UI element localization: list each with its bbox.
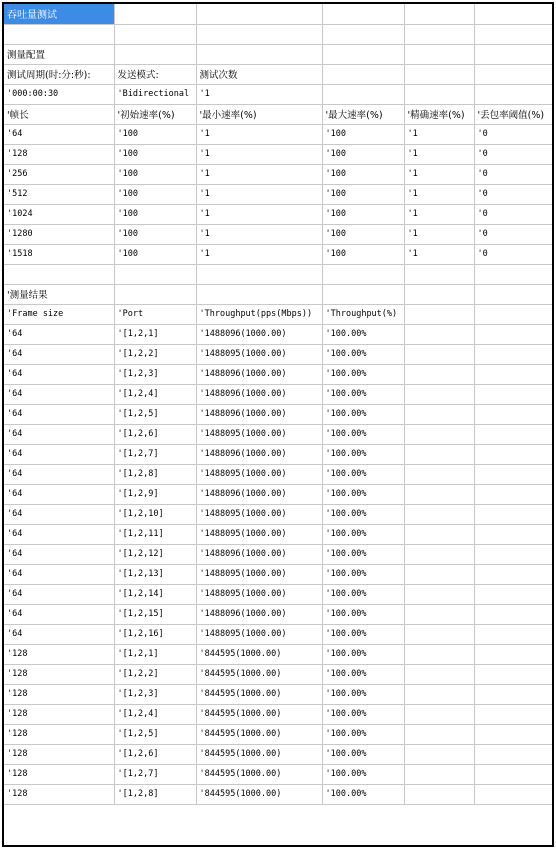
throughput-percent-cell[interactable]: '100.00% [322, 584, 404, 604]
frame-cell[interactable]: '1 [404, 244, 474, 264]
result-row [4, 664, 554, 684]
empty-cell[interactable] [114, 24, 196, 44]
empty-cell[interactable] [474, 564, 554, 584]
empty-cell[interactable] [474, 504, 554, 524]
throughput-pps-cell[interactable]: '1488095(1000.00) [196, 624, 322, 644]
throughput-pps-cell[interactable]: '844595(1000.00) [196, 704, 322, 724]
empty-cell[interactable] [474, 84, 554, 104]
frame-size-cell[interactable]: '128 [4, 744, 114, 764]
empty-cell[interactable] [114, 284, 196, 304]
frame-header-cell[interactable]: '初始速率(%) [114, 104, 196, 124]
result-row [4, 344, 554, 364]
empty-cell[interactable] [474, 464, 554, 484]
empty-cell[interactable] [404, 424, 474, 444]
port-cell[interactable]: '[1,2,1] [114, 324, 196, 344]
empty-cell[interactable] [322, 64, 404, 84]
result-row [4, 704, 554, 724]
empty-cell[interactable] [474, 424, 554, 444]
throughput-percent-cell[interactable]: '100.00% [322, 704, 404, 724]
config-value-cell[interactable]: '000:00:30 [4, 84, 114, 104]
empty-cell[interactable] [404, 784, 474, 804]
result-row [4, 564, 554, 584]
throughput-percent-cell[interactable]: '100.00% [322, 724, 404, 744]
sheet-row [4, 64, 554, 84]
frame-cell[interactable]: '1 [196, 204, 322, 224]
config-value-cell[interactable]: '1 [196, 84, 322, 104]
frame-cell[interactable]: '1 [404, 144, 474, 164]
empty-cell[interactable] [404, 724, 474, 744]
empty-cell[interactable] [404, 444, 474, 464]
sheet-row [4, 284, 554, 304]
frame-size-cell[interactable]: '64 [4, 444, 114, 464]
empty-cell[interactable] [404, 324, 474, 344]
empty-cell[interactable] [404, 24, 474, 44]
result-row [4, 444, 554, 464]
empty-cell[interactable] [474, 704, 554, 724]
throughput-percent-cell[interactable]: '100.00% [322, 484, 404, 504]
throughput-pps-cell[interactable]: '1488095(1000.00) [196, 524, 322, 544]
frame-cell[interactable]: '1518 [4, 244, 114, 264]
empty-cell[interactable] [474, 584, 554, 604]
empty-cell[interactable] [404, 504, 474, 524]
frame-cell[interactable]: '1024 [4, 204, 114, 224]
throughput-pps-cell[interactable]: '1488096(1000.00) [196, 444, 322, 464]
frame-cell[interactable]: '1 [196, 164, 322, 184]
empty-cell[interactable] [404, 484, 474, 504]
frame-size-cell[interactable]: '128 [4, 664, 114, 684]
throughput-pps-cell[interactable]: '1488096(1000.00) [196, 544, 322, 564]
sheet-row [4, 104, 554, 124]
empty-cell[interactable] [404, 364, 474, 384]
spreadsheet-view[interactable] [2, 2, 554, 847]
frame-size-cell[interactable]: '64 [4, 424, 114, 444]
config-header-cell[interactable]: 测试周期(时:分:秒): [4, 64, 114, 84]
frame-cell[interactable]: '512 [4, 184, 114, 204]
throughput-percent-cell[interactable]: '100.00% [322, 744, 404, 764]
sheet-row [4, 264, 554, 284]
empty-cell[interactable] [474, 684, 554, 704]
port-cell[interactable]: '[1,2,2] [114, 344, 196, 364]
port-cell[interactable]: '[1,2,4] [114, 384, 196, 404]
frame-size-cell[interactable]: '128 [4, 704, 114, 724]
empty-cell[interactable] [474, 344, 554, 364]
throughput-pps-cell[interactable]: '1488095(1000.00) [196, 464, 322, 484]
throughput-pps-cell[interactable]: '1488096(1000.00) [196, 324, 322, 344]
frame-size-cell[interactable]: '64 [4, 564, 114, 584]
empty-cell[interactable] [474, 724, 554, 744]
throughput-pps-cell[interactable]: '844595(1000.00) [196, 644, 322, 664]
port-cell[interactable]: '[1,2,14] [114, 584, 196, 604]
empty-cell[interactable] [474, 604, 554, 624]
frame-size-cell[interactable]: '64 [4, 464, 114, 484]
throughput-pps-cell[interactable]: '844595(1000.00) [196, 784, 322, 804]
frame-header-cell[interactable]: '丢包率阈值(%) [474, 104, 554, 124]
empty-cell[interactable] [404, 4, 474, 24]
throughput-pps-cell[interactable]: '844595(1000.00) [196, 664, 322, 684]
empty-cell[interactable] [322, 44, 404, 64]
empty-cell[interactable] [322, 24, 404, 44]
result-row [4, 644, 554, 664]
result-row [4, 604, 554, 624]
throughput-percent-cell[interactable]: '100.00% [322, 564, 404, 584]
throughput-percent-cell[interactable]: '100.00% [322, 544, 404, 564]
throughput-pps-cell[interactable]: '1488095(1000.00) [196, 344, 322, 364]
frame-header-cell[interactable]: '精确速率(%) [404, 104, 474, 124]
empty-cell[interactable] [404, 64, 474, 84]
throughput-percent-cell[interactable]: '100.00% [322, 524, 404, 544]
result-row [4, 424, 554, 444]
throughput-percent-cell[interactable]: '100.00% [322, 464, 404, 484]
frame-cell[interactable]: '0 [474, 204, 554, 224]
result-row [4, 364, 554, 384]
port-cell[interactable]: '[1,2,11] [114, 524, 196, 544]
result-row [4, 524, 554, 544]
throughput-pps-cell[interactable]: '844595(1000.00) [196, 744, 322, 764]
sheet-row [4, 44, 554, 64]
empty-cell[interactable] [404, 524, 474, 544]
throughput-percent-cell[interactable]: '100.00% [322, 664, 404, 684]
frame-size-cell[interactable]: '64 [4, 344, 114, 364]
throughput-percent-cell[interactable]: '100.00% [322, 624, 404, 644]
empty-cell[interactable] [474, 364, 554, 384]
cell-grid [4, 4, 554, 805]
frame-size-cell[interactable]: '128 [4, 784, 114, 804]
result-row [4, 784, 554, 804]
port-cell[interactable]: '[1,2,15] [114, 604, 196, 624]
empty-cell[interactable] [322, 284, 404, 304]
throughput-percent-cell[interactable]: '100.00% [322, 784, 404, 804]
empty-cell[interactable] [474, 284, 554, 304]
empty-cell[interactable] [404, 384, 474, 404]
sheet-row [4, 304, 554, 324]
empty-cell[interactable] [474, 664, 554, 684]
frame-cell[interactable]: '0 [474, 224, 554, 244]
frame-cell[interactable]: '100 [114, 244, 196, 264]
empty-cell[interactable] [404, 584, 474, 604]
port-cell[interactable]: '[1,2,8] [114, 784, 196, 804]
result-row [4, 484, 554, 504]
empty-cell[interactable] [474, 744, 554, 764]
empty-cell[interactable] [322, 4, 404, 24]
frame-cell[interactable]: '64 [4, 124, 114, 144]
config-value-cell[interactable]: 'Bidirectional [114, 84, 196, 104]
frame-cell[interactable]: '1280 [4, 224, 114, 244]
result-row [4, 744, 554, 764]
empty-cell[interactable] [114, 264, 196, 284]
result-row [4, 384, 554, 404]
throughput-pps-cell[interactable]: '1488095(1000.00) [196, 504, 322, 524]
empty-cell[interactable] [404, 744, 474, 764]
frame-size-cell[interactable]: '64 [4, 584, 114, 604]
empty-cell[interactable] [114, 4, 196, 24]
port-cell[interactable]: '[1,2,10] [114, 504, 196, 524]
empty-cell[interactable] [196, 264, 322, 284]
frame-cell[interactable]: '100 [114, 124, 196, 144]
port-cell[interactable]: '[1,2,6] [114, 744, 196, 764]
throughput-pps-cell[interactable]: '1488095(1000.00) [196, 424, 322, 444]
throughput-percent-cell[interactable]: '100.00% [322, 604, 404, 624]
result-row [4, 724, 554, 744]
frame-size-cell[interactable]: '64 [4, 504, 114, 524]
results-header-cell[interactable]: 'Throughput(pps(Mbps)) [196, 304, 322, 324]
empty-cell[interactable] [474, 624, 554, 644]
port-cell[interactable]: '[1,2,4] [114, 704, 196, 724]
throughput-percent-cell[interactable]: '100.00% [322, 684, 404, 704]
frame-size-cell[interactable]: '128 [4, 724, 114, 744]
empty-cell[interactable] [404, 264, 474, 284]
port-cell[interactable]: '[1,2,8] [114, 464, 196, 484]
frame-size-cell[interactable]: '64 [4, 364, 114, 384]
empty-cell[interactable] [474, 4, 554, 24]
frame-config-row [4, 224, 554, 244]
frame-cell[interactable]: '1 [196, 244, 322, 264]
frame-config-row [4, 244, 554, 264]
throughput-pps-cell[interactable]: '844595(1000.00) [196, 764, 322, 784]
result-row [4, 764, 554, 784]
empty-cell[interactable] [404, 704, 474, 724]
empty-cell[interactable] [474, 324, 554, 344]
results-header-cell[interactable]: 'Port [114, 304, 196, 324]
frame-size-cell[interactable]: '64 [4, 624, 114, 644]
throughput-percent-cell[interactable]: '100.00% [322, 424, 404, 444]
frame-cell[interactable]: '0 [474, 164, 554, 184]
port-cell[interactable]: '[1,2,13] [114, 564, 196, 584]
results-header-cell[interactable]: 'Frame size [4, 304, 114, 324]
sheet-row [4, 4, 554, 24]
empty-cell[interactable] [114, 44, 196, 64]
frame-cell[interactable]: '100 [322, 224, 404, 244]
empty-cell[interactable] [474, 264, 554, 284]
frame-cell[interactable]: '1 [404, 124, 474, 144]
result-row [4, 584, 554, 604]
throughput-percent-cell[interactable]: '100.00% [322, 384, 404, 404]
empty-cell[interactable] [404, 544, 474, 564]
frame-size-cell[interactable]: '64 [4, 604, 114, 624]
port-cell[interactable]: '[1,2,1] [114, 644, 196, 664]
throughput-pps-cell[interactable]: '1488095(1000.00) [196, 584, 322, 604]
frame-config-row [4, 124, 554, 144]
empty-cell[interactable] [404, 624, 474, 644]
empty-cell[interactable] [474, 404, 554, 424]
empty-cell[interactable] [404, 284, 474, 304]
empty-cell[interactable] [474, 444, 554, 464]
frame-cell[interactable]: '100 [322, 164, 404, 184]
frame-cell[interactable]: '100 [322, 204, 404, 224]
empty-cell[interactable] [404, 464, 474, 484]
empty-cell[interactable] [474, 44, 554, 64]
port-cell[interactable]: '[1,2,7] [114, 444, 196, 464]
port-cell[interactable]: '[1,2,12] [114, 544, 196, 564]
port-cell[interactable]: '[1,2,5] [114, 724, 196, 744]
frame-cell[interactable]: '0 [474, 124, 554, 144]
frame-header-cell[interactable]: '帧长 [4, 104, 114, 124]
empty-cell[interactable] [404, 304, 474, 324]
frame-size-cell[interactable]: '64 [4, 484, 114, 504]
empty-cell[interactable] [4, 264, 114, 284]
frame-header-cell[interactable]: '最大速率(%) [322, 104, 404, 124]
frame-cell[interactable]: '1 [404, 164, 474, 184]
throughput-pps-cell[interactable]: '844595(1000.00) [196, 684, 322, 704]
frame-size-cell[interactable]: '128 [4, 764, 114, 784]
frame-cell[interactable]: '100 [322, 124, 404, 144]
result-row [4, 544, 554, 564]
empty-cell[interactable] [196, 24, 322, 44]
config-header-cell[interactable]: 发送模式: [114, 64, 196, 84]
frame-cell[interactable]: '100 [322, 184, 404, 204]
title-cell[interactable]: 吞吐量测试 [4, 4, 114, 24]
frame-cell[interactable]: '0 [474, 184, 554, 204]
throughput-percent-cell[interactable]: '100.00% [322, 444, 404, 464]
result-row [4, 404, 554, 424]
port-cell[interactable]: '[1,2,16] [114, 624, 196, 644]
frame-cell[interactable]: '1 [196, 224, 322, 244]
empty-cell[interactable] [404, 684, 474, 704]
port-cell[interactable]: '[1,2,7] [114, 764, 196, 784]
empty-cell[interactable] [404, 564, 474, 584]
sheet-row [4, 84, 554, 104]
frame-cell[interactable]: '100 [114, 184, 196, 204]
frame-cell[interactable]: '1 [196, 144, 322, 164]
frame-config-row [4, 144, 554, 164]
empty-cell[interactable] [474, 24, 554, 44]
frame-cell[interactable]: '0 [474, 244, 554, 264]
empty-cell[interactable] [474, 784, 554, 804]
throughput-pps-cell[interactable]: '1488096(1000.00) [196, 484, 322, 504]
result-row [4, 504, 554, 524]
frame-cell[interactable]: '0 [474, 144, 554, 164]
port-cell[interactable]: '[1,2,9] [114, 484, 196, 504]
frame-cell[interactable]: '1 [404, 184, 474, 204]
empty-cell[interactable] [404, 44, 474, 64]
frame-cell[interactable]: '1 [196, 124, 322, 144]
empty-cell[interactable] [404, 764, 474, 784]
port-cell[interactable]: '[1,2,3] [114, 684, 196, 704]
empty-cell[interactable] [4, 24, 114, 44]
throughput-pps-cell[interactable]: '1488096(1000.00) [196, 404, 322, 424]
empty-cell[interactable] [404, 644, 474, 664]
empty-cell[interactable] [322, 264, 404, 284]
result-row [4, 624, 554, 644]
throughput-percent-cell[interactable]: '100.00% [322, 364, 404, 384]
result-row [4, 324, 554, 344]
empty-cell[interactable] [196, 44, 322, 64]
frame-size-cell[interactable]: '128 [4, 644, 114, 664]
frame-config-row [4, 184, 554, 204]
throughput-pps-cell[interactable]: '1488096(1000.00) [196, 364, 322, 384]
results-header-cell[interactable]: 'Throughput(%) [322, 304, 404, 324]
throughput-pps-cell[interactable]: '844595(1000.00) [196, 724, 322, 744]
sheet-row [4, 24, 554, 44]
frame-size-cell[interactable]: '128 [4, 684, 114, 704]
frame-header-cell[interactable]: '最小速率(%) [196, 104, 322, 124]
frame-size-cell[interactable]: '64 [4, 384, 114, 404]
results-section-label[interactable]: '测量结果 [4, 284, 114, 304]
frame-cell[interactable]: '100 [114, 144, 196, 164]
port-cell[interactable]: '[1,2,2] [114, 664, 196, 684]
frame-size-cell[interactable]: '64 [4, 404, 114, 424]
throughput-pps-cell[interactable]: '1488096(1000.00) [196, 604, 322, 624]
frame-cell[interactable]: '100 [322, 144, 404, 164]
throughput-percent-cell[interactable]: '100.00% [322, 344, 404, 364]
result-row [4, 684, 554, 704]
frame-cell[interactable]: '100 [114, 164, 196, 184]
empty-cell[interactable] [404, 344, 474, 364]
empty-cell[interactable] [474, 524, 554, 544]
empty-cell[interactable] [474, 384, 554, 404]
empty-cell[interactable] [474, 764, 554, 784]
frame-cell[interactable]: '1 [196, 184, 322, 204]
empty-cell[interactable] [474, 644, 554, 664]
empty-cell[interactable] [196, 4, 322, 24]
throughput-percent-cell[interactable]: '100.00% [322, 404, 404, 424]
result-row [4, 464, 554, 484]
throughput-percent-cell[interactable]: '100.00% [322, 644, 404, 664]
frame-cell[interactable]: '256 [4, 164, 114, 184]
empty-cell[interactable] [474, 544, 554, 564]
empty-cell[interactable] [474, 304, 554, 324]
throughput-pps-cell[interactable]: '1488095(1000.00) [196, 564, 322, 584]
empty-cell[interactable] [474, 484, 554, 504]
port-cell[interactable]: '[1,2,3] [114, 364, 196, 384]
frame-config-row [4, 164, 554, 184]
frame-cell[interactable]: '100 [114, 204, 196, 224]
empty-cell[interactable] [474, 64, 554, 84]
frame-size-cell[interactable]: '64 [4, 544, 114, 564]
frame-cell[interactable]: '128 [4, 144, 114, 164]
empty-cell[interactable] [404, 84, 474, 104]
throughput-percent-cell[interactable]: '100.00% [322, 504, 404, 524]
empty-cell[interactable] [196, 284, 322, 304]
port-cell[interactable]: '[1,2,5] [114, 404, 196, 424]
throughput-percent-cell[interactable]: '100.00% [322, 324, 404, 344]
throughput-percent-cell[interactable]: '100.00% [322, 764, 404, 784]
frame-cell[interactable]: '100 [322, 244, 404, 264]
config-section-label[interactable]: 测量配置 [4, 44, 114, 64]
port-cell[interactable]: '[1,2,6] [114, 424, 196, 444]
frame-cell[interactable]: '100 [114, 224, 196, 244]
config-header-cell[interactable]: 测试次数 [196, 64, 322, 84]
frame-size-cell[interactable]: '64 [4, 524, 114, 544]
throughput-pps-cell[interactable]: '1488096(1000.00) [196, 384, 322, 404]
frame-cell[interactable]: '1 [404, 224, 474, 244]
empty-cell[interactable] [322, 84, 404, 104]
frame-size-cell[interactable]: '64 [4, 324, 114, 344]
empty-cell[interactable] [404, 404, 474, 424]
empty-cell[interactable] [404, 604, 474, 624]
empty-cell[interactable] [404, 664, 474, 684]
frame-config-row [4, 204, 554, 224]
frame-cell[interactable]: '1 [404, 204, 474, 224]
